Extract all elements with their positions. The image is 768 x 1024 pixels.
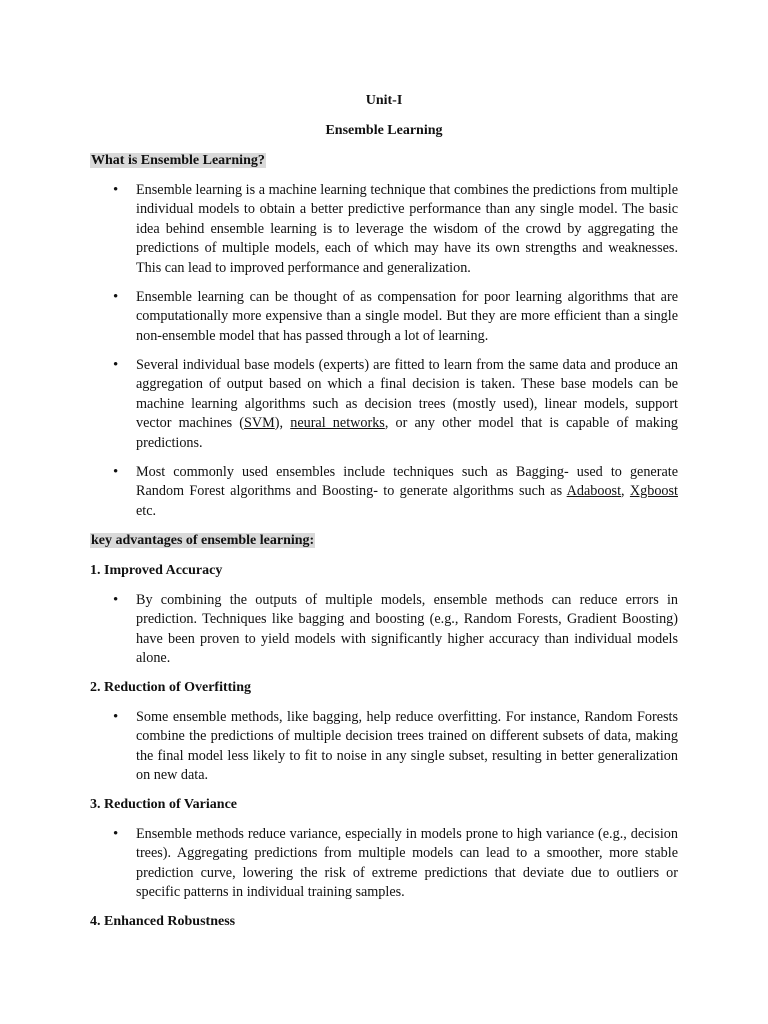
paragraph-what-3-text-c: , or any other model that is capable of making predictions. xyxy=(136,415,678,451)
bullet-marker: • xyxy=(113,709,119,725)
section-heading-accuracy: 1. Improved Accuracy xyxy=(90,563,223,578)
section-heading-advantages xyxy=(90,532,315,550)
bullet-marker: • xyxy=(113,182,119,198)
section-heading-advantages-text: key advantages of ensemble learning: xyxy=(91,533,315,548)
neural-networks-link[interactable]: neural networks xyxy=(290,415,385,432)
bullet-marker: • xyxy=(113,289,119,305)
paragraph-what-1: Ensemble learning is a machine learning technique that combines the predictions from multiple individual models to obtain a better predictive performance than any single model. The basic idea behind ensemble learning is to leverage the wisdom of the crowd by aggregating the predictions of multiple models, each of which may have its own strengths and weaknesses. This can lead to improved performance and generalization. xyxy=(136,182,678,276)
section-heading-what-text: What is Ensemble Learning? xyxy=(91,153,265,168)
bullet-marker: • xyxy=(113,357,119,373)
paragraph-what-4-text-c: etc. xyxy=(136,502,157,519)
paragraph-accuracy: By combining the outputs of multiple models, ensemble methods can reduce errors in prediction. Techniques like bagging and boosting (e.g., Random Forests, Gradient Boosting) have been proven to yield models with significantly higher accuracy than individual models alone. xyxy=(136,592,678,667)
paragraph-what-2: Ensemble learning can be thought of as compensation for poor learning algorithms that are computationally more expensive than a single model. But they are more efficient than a single non-ensemble model that has passed through a lot of learning. xyxy=(136,289,678,344)
bullet-marker: • xyxy=(113,464,119,480)
svm-link[interactable]: SVM xyxy=(244,415,275,432)
main-title: Ensemble Learning xyxy=(325,123,443,138)
bullet-marker: • xyxy=(113,592,119,608)
unit-title: Unit-I xyxy=(365,93,403,108)
paragraph-what-4-text-b: , xyxy=(621,483,630,500)
paragraph-overfitting: Some ensemble methods, like bagging, help reduce overfitting. For instance, Random Forests combine the predictions of multiple decision trees trained on different subsets of data, making the final model less likely to fit to noise in any single subset, resulting in better generalization on new data. xyxy=(136,709,678,784)
section-heading-variance: 3. Reduction of Variance xyxy=(90,797,237,812)
adaboost-link[interactable]: Adaboost xyxy=(566,483,622,500)
paragraph-what-3 xyxy=(136,356,678,453)
xgboost-link[interactable]: Xgboost xyxy=(629,483,678,500)
bullet-marker: • xyxy=(113,826,119,842)
section-heading-what xyxy=(90,152,266,170)
paragraph-what-4-text-a: Most commonly used ensembles include techniques such as Bagging- used to generate Random Forest algorithms and Boosting- to generate algorithms such as xyxy=(136,464,678,500)
paragraph-variance: Ensemble methods reduce variance, especially in models prone to high variance (e.g., decision trees). Aggregating predictions from multiple models can lead to a smoother, more stable prediction curve, lowering the risk of extreme predictions that deviate due to outliers or specific patterns in individual training samples. xyxy=(136,826,678,901)
section-heading-overfitting: 2. Reduction of Overfitting xyxy=(90,680,251,695)
paragraph-what-4 xyxy=(136,463,678,521)
section-heading-robustness: 4. Enhanced Robustness xyxy=(90,914,236,929)
paragraph-what-3-text-b: ), xyxy=(274,415,291,432)
paragraph-what-3-text-a: Several individual base models (experts) are fitted to learn from the same data and produce an aggregation of output based on which a final decision is taken. These base models can be machine learning algorithms such as decision trees (mostly used), linear models, support vector machines ( xyxy=(136,357,678,432)
